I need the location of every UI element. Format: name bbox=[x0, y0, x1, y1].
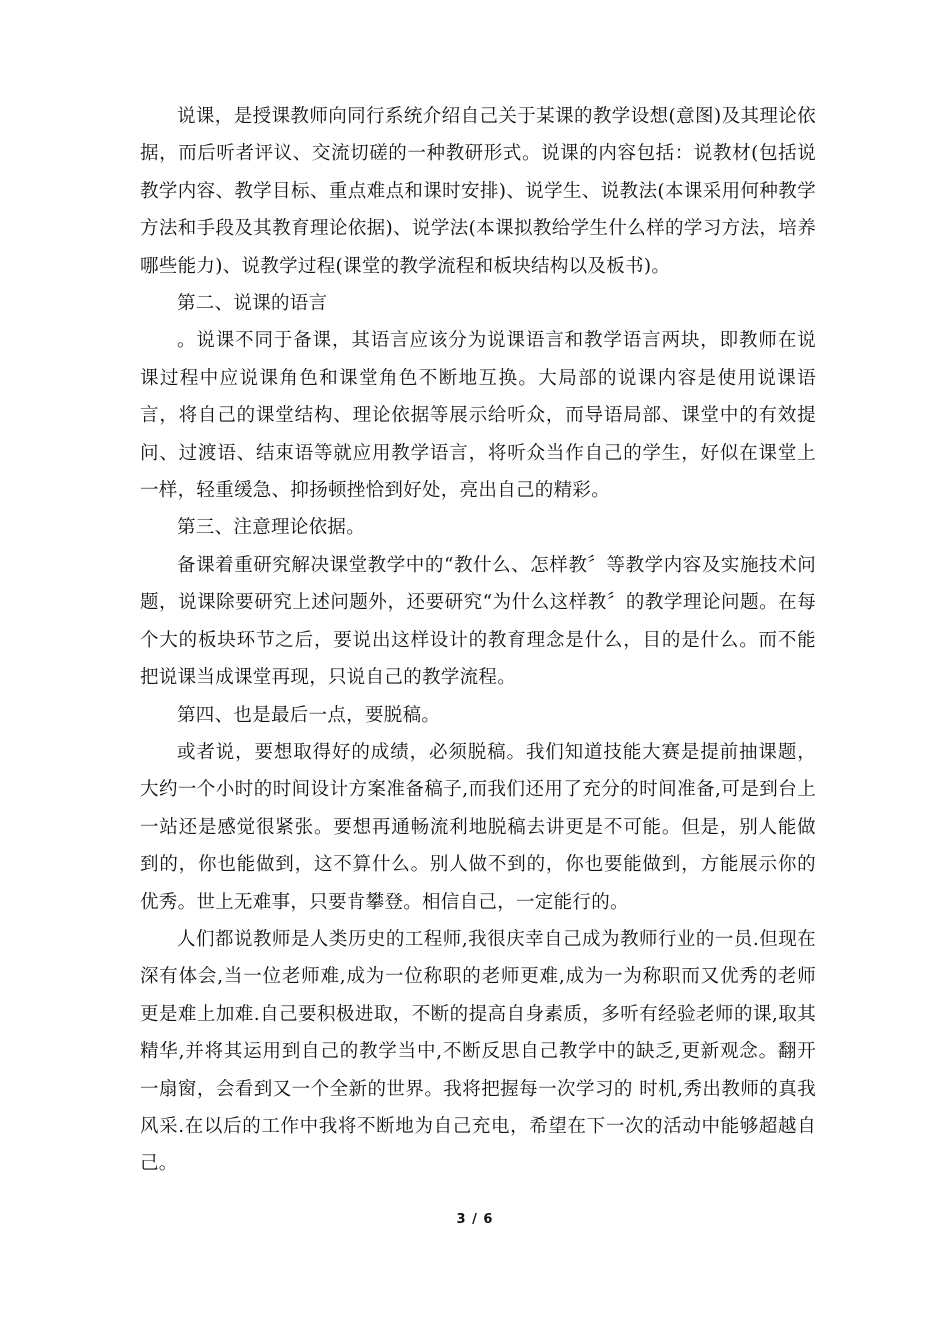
section-heading-no-script: 第四、也是最后一点，要脱稿。 bbox=[177, 704, 441, 726]
paragraph-intro: 说课，是授课教师向同行系统介绍自己关于某课的教学设想(意图)及其理论依据，而后听者评议、交流切磋的一种教研形式。说课的内容包括：说教材(包括说教学内容、教学目标、重点难点和课时安排)、说学生、说教法(本课采用何种教学方法和手段及其教育理论依据)、说学法(本课拟教给学生什么样的学习方法，培养哪些能力)、说教学过程(课堂的教学流程和板块结构以及板书)。 bbox=[140, 106, 816, 277]
paragraph-language: 。说课不同于备课，其语言应该分为说课语言和教学语言两块，即教师在说课过程中应说课角色和课堂角色不断地互换。大局部的说课内容是使用说课语言，将自己的课堂结构、理论依据等展示给听众，而导语局部、课堂中的有效提问、过渡语、结束语等就应用教学语言，将听众当作自己的学生，好似在课堂上一样，轻重缓急、抑扬顿挫恰到好处，亮出自己的精彩。 bbox=[140, 330, 816, 502]
paragraph-theory: 备课着重研究解决课堂教学中的“教什么、怎样教〞等教学内容及实施技术问题，说课除要研究上述问题外，还要研究“为什么这样教〞的教学理论问题。在每个大的板块环节之后，要说出这样设计的教育理念是什么，目的是什么。而不能把说课当成课堂再现，只说自己的教学流程。 bbox=[140, 554, 816, 689]
paragraph-no-script: 或者说，要想取得好的成绩，必须脱稿。我们知道技能大赛是提前抽课题，大约一个小时的时间设计方案准备稿子,而我们还用了充分的时间准备,可是到台上一站还是感觉很紧张。要想再通畅流利地脱稿去讲更是不可能。但是，别人能做到的，你也能做到，这不算什么。别人做不到的，你也要能做到，方能展示你的优秀。世上无难事，只要肯攀登。相信自己，一定能行的。 bbox=[140, 741, 816, 913]
section-heading-language: 第二、说课的语言 bbox=[177, 293, 328, 315]
document-body bbox=[140, 98, 816, 1183]
paragraph-conclusion: 人们都说教师是人类历史的工程师,我很庆幸自己成为教师行业的一员.但现在深有体会,当一位老师难,成为一位称职的老师更难,成为一为称职而又优秀的老师更是难上加难.自己要积极进取，不断的提高自身素质，多听有经验老师的课,取其精华,并将其运用到自己的教学当中,不断反思自己教学中的缺乏,更新观念。翻开一扇窗，会看到又一个全新的世界。我将把握每一次学习的 时机,秀出教师的真我风采.在以后的工作中我将不断地为自己充电，希望在下一次的活动中能够超越自己。 bbox=[140, 928, 816, 1175]
page-number: 3 / 6 bbox=[456, 1212, 494, 1227]
section-heading-theory: 第三、注意理论依据。 bbox=[177, 517, 366, 539]
